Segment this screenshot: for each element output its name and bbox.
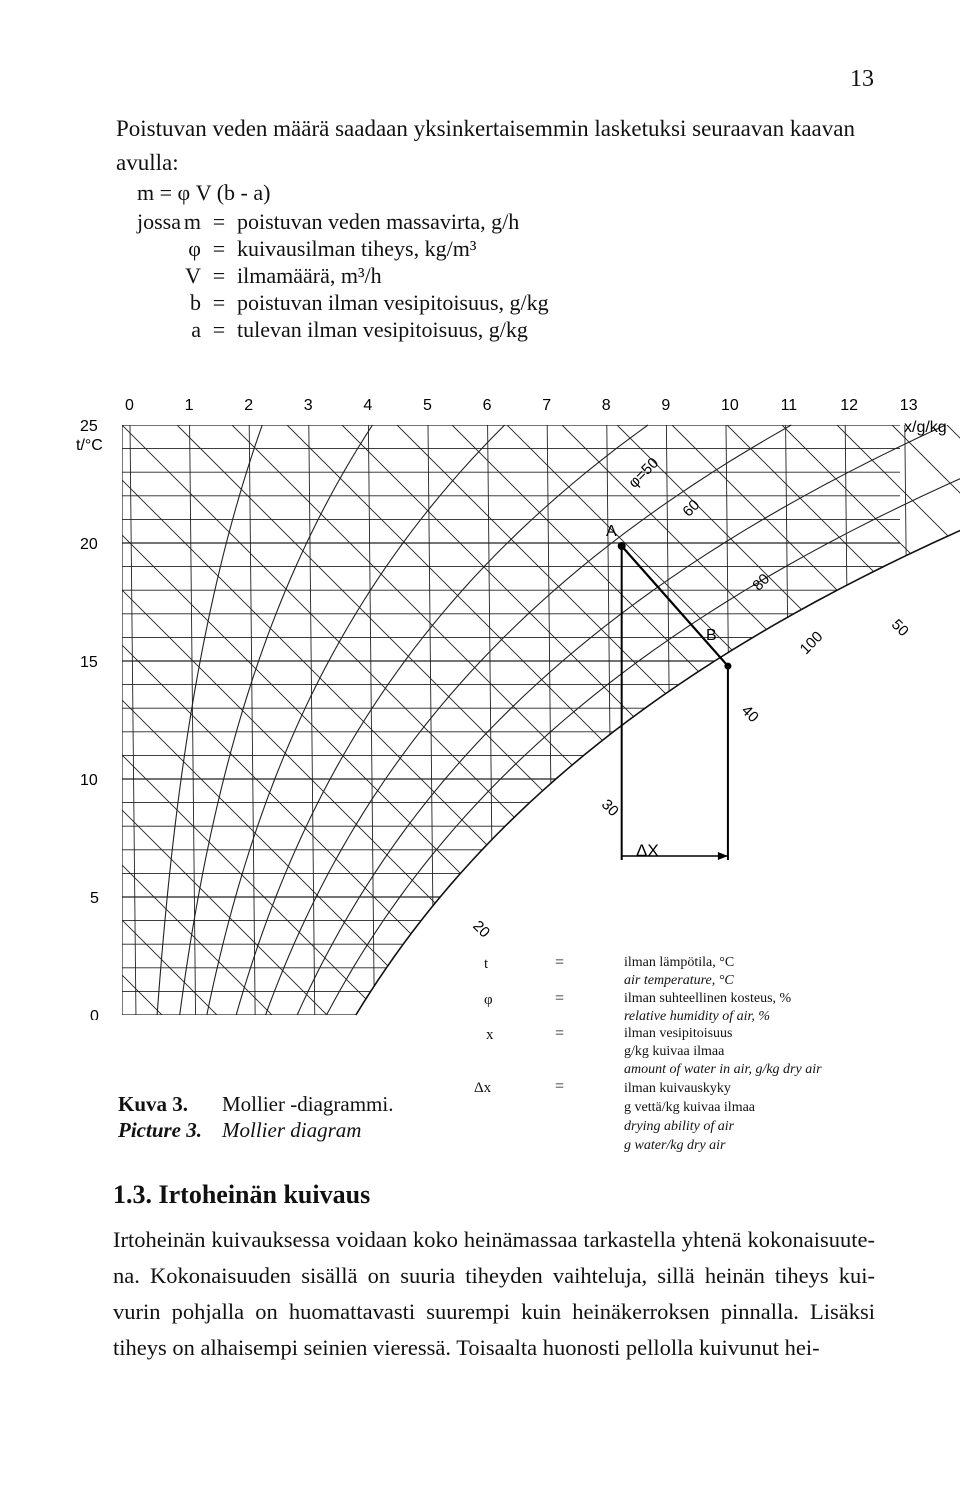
constant-x-line bbox=[726, 425, 732, 1020]
enthalpy-line bbox=[947, 425, 960, 1020]
x-tick-label: 2 bbox=[244, 397, 254, 414]
body-line: na. Kokonaisuuden sisällä on suuria tiheyden vaihteluja, sillä heinän tiheys kui- bbox=[113, 1263, 875, 1288]
x-tick-label: 5 bbox=[423, 397, 432, 414]
enthalpy-line bbox=[67, 425, 767, 1020]
x-tick-label: 12 bbox=[840, 397, 858, 414]
definition-row: b = poistuvan ilman vesipitoisuus, g/kg bbox=[137, 290, 549, 316]
legend-fi: ilman kuivauskyky bbox=[624, 1081, 731, 1096]
x-tick-label: 3 bbox=[303, 397, 313, 414]
definition-text: tulevan ilman vesipitoisuus, g/kg bbox=[237, 317, 528, 342]
enthalpy-line bbox=[0, 425, 657, 1020]
enthalpy-line bbox=[287, 425, 960, 1020]
page-number: 13 bbox=[850, 66, 874, 92]
definition-text: kuivausilman tiheys, kg/m³ bbox=[237, 236, 477, 261]
x-tick-label: 6 bbox=[482, 397, 492, 414]
legend-fi-2: g vettä/kg kuivaa ilmaa bbox=[624, 1100, 756, 1115]
humidity-label: 100 bbox=[796, 628, 827, 658]
enthalpy-line bbox=[0, 425, 162, 1020]
intro-line-2: avulla: bbox=[116, 150, 179, 175]
intro-paragraph bbox=[116, 112, 855, 180]
legend-fi: ilman lämpötila, °C bbox=[624, 955, 735, 970]
enthalpy-line bbox=[0, 425, 272, 1020]
definition-symbol: a bbox=[191, 317, 201, 342]
caption-picture-text: Mollier diagram bbox=[222, 1118, 362, 1142]
enthalpy-line bbox=[0, 425, 107, 1020]
legend-fi-2: g/kg kuivaa ilmaa bbox=[624, 1044, 725, 1059]
definition-row: φ = kuivausilman tiheys, kg/m³ bbox=[137, 236, 476, 262]
x-tick-label: 11 bbox=[780, 397, 798, 414]
humidity-label: φ=50 bbox=[625, 454, 663, 492]
enthalpy-label: 50 bbox=[887, 616, 912, 640]
legend-symbol: Δx bbox=[474, 1080, 492, 1096]
x-tick-label: 0 bbox=[125, 397, 134, 414]
intro-line-1: Poistuvan veden määrä saadaan yksinkertaisemmin lasketuksi seuraavan kaavan bbox=[116, 116, 855, 141]
humidity-label: 60 bbox=[679, 496, 704, 521]
legend-equals: = bbox=[555, 990, 565, 1007]
humidity-curve bbox=[327, 425, 960, 1015]
constant-x-line bbox=[607, 425, 613, 1020]
y-axis-label: t/°C bbox=[76, 437, 103, 454]
enthalpy-line bbox=[0, 425, 492, 1020]
enthalpy-line bbox=[0, 425, 382, 1020]
definition-text: poistuvan ilman vesipitoisuus, g/kg bbox=[237, 290, 549, 315]
enthalpy-line bbox=[727, 425, 960, 1020]
definition-symbol: φ bbox=[188, 236, 201, 261]
definition-row: V = ilmamäärä, m³/h bbox=[137, 263, 382, 289]
x-tick-label: 1 bbox=[184, 397, 194, 414]
delta-x-arrowhead bbox=[718, 852, 728, 860]
definition-text: ilmamäärä, m³/h bbox=[237, 263, 382, 288]
caption-picture-label: Picture 3. bbox=[118, 1118, 202, 1142]
legend-en: air temperature, °C bbox=[624, 973, 734, 988]
constant-x-line bbox=[368, 425, 374, 1020]
definition-row: a = tulevan ilman vesipitoisuus, g/kg bbox=[137, 317, 528, 343]
delta-x-label: ΔX bbox=[636, 841, 659, 860]
legend-fi: ilman suhteellinen kosteus, % bbox=[624, 991, 792, 1006]
humidity-curve bbox=[236, 425, 648, 1015]
y-tick-label: 0 bbox=[90, 1008, 99, 1020]
caption-kuva-text: Mollier -diagrammi. bbox=[222, 1092, 394, 1116]
y-tick-label: 10 bbox=[80, 772, 98, 789]
enthalpy-label: 30 bbox=[597, 796, 622, 820]
legend-symbol: t bbox=[484, 956, 489, 972]
definition-text: poistuvan veden massavirta, g/h bbox=[237, 209, 520, 234]
x-axis-label: x/g/kg bbox=[904, 419, 947, 436]
constant-x-line bbox=[666, 425, 672, 1020]
enthalpy-line bbox=[0, 425, 52, 1020]
enthalpy-line bbox=[617, 425, 960, 1020]
humidity-curve bbox=[266, 425, 792, 1015]
enthalpy-label: 40 bbox=[737, 702, 762, 726]
definition-symbol: m bbox=[183, 209, 201, 234]
point-b-label: B bbox=[706, 627, 717, 644]
body-paragraph bbox=[113, 1222, 875, 1366]
caption-kuva-label: Kuva 3. bbox=[118, 1092, 189, 1116]
enthalpy-line bbox=[0, 425, 602, 1020]
y-tick-label: 25 bbox=[80, 418, 98, 435]
definition-row: jossa m = poistuvan veden massavirta, g/h bbox=[137, 209, 520, 234]
curve-layer bbox=[157, 425, 960, 1015]
y-tick-label: 20 bbox=[80, 536, 98, 553]
enthalpy-line bbox=[782, 425, 960, 1020]
constant-x-line bbox=[547, 425, 553, 1020]
body-line: vurin pohjalla on huomattavasti suurempi kuin heinäkerroksen pinnalla. Lisäksi bbox=[113, 1299, 875, 1324]
y-tick-label: 5 bbox=[90, 890, 99, 907]
legend-en-2: g water/kg dry air bbox=[624, 1138, 726, 1153]
mollier-diagram bbox=[0, 380, 960, 1153]
formula: m = φ V (b - a) bbox=[137, 180, 271, 205]
enthalpy-line bbox=[0, 425, 217, 1020]
saturation-curve bbox=[356, 425, 960, 1015]
legend-symbol: x bbox=[486, 1027, 494, 1043]
section-heading: 1.3. Irtoheinän kuivaus bbox=[113, 1180, 371, 1209]
humidity-curve bbox=[157, 425, 262, 1015]
x-tick-label: 9 bbox=[661, 397, 671, 414]
x-tick-label: 13 bbox=[899, 397, 918, 414]
constant-x-line bbox=[786, 425, 792, 1020]
x-tick-label: 10 bbox=[721, 397, 739, 414]
definition-symbol: V bbox=[185, 263, 201, 288]
x-tick-label: 4 bbox=[363, 397, 373, 414]
x-tick-label: 7 bbox=[542, 397, 552, 414]
body-line: tiheys on alhaisempi seinien vieressä. Toisaalta huonosti pellolla kuivunut hei- bbox=[113, 1335, 820, 1360]
definition-prefix: jossa bbox=[137, 209, 181, 234]
legend-fi: ilman vesipitoisuus bbox=[624, 1026, 733, 1041]
enthalpy-line bbox=[0, 425, 547, 1020]
enthalpy-line bbox=[232, 425, 932, 1020]
legend-symbol: φ bbox=[484, 992, 493, 1008]
humidity-label: 80 bbox=[749, 570, 774, 595]
constant-x-line bbox=[905, 425, 911, 1020]
enthalpy-line bbox=[12, 425, 712, 1020]
legend-en: amount of water in air, g/kg dry air bbox=[624, 1062, 822, 1077]
body-line: Irtoheinän kuivauksessa voidaan koko heinämassaa tarkastella yhtenä kokonaisuute- bbox=[113, 1227, 875, 1252]
legend-en: drying ability of air bbox=[624, 1119, 735, 1134]
legend-en: relative humidity of air, % bbox=[624, 1009, 771, 1024]
enthalpy-line bbox=[507, 425, 960, 1020]
legend-equals: = bbox=[555, 1078, 565, 1095]
legend-equals: = bbox=[555, 954, 565, 971]
enthalpy-line bbox=[837, 425, 960, 1020]
legend-equals: = bbox=[555, 1025, 565, 1042]
enthalpy-label: 20 bbox=[469, 917, 494, 942]
y-tick-label: 15 bbox=[80, 654, 98, 671]
mollier-svg bbox=[0, 380, 960, 1020]
point-a-label: A bbox=[606, 523, 617, 540]
definition-symbol: b bbox=[190, 290, 201, 315]
x-tick-label: 8 bbox=[601, 397, 611, 414]
humidity-curve bbox=[180, 425, 373, 1015]
constant-x-line bbox=[845, 425, 851, 1020]
